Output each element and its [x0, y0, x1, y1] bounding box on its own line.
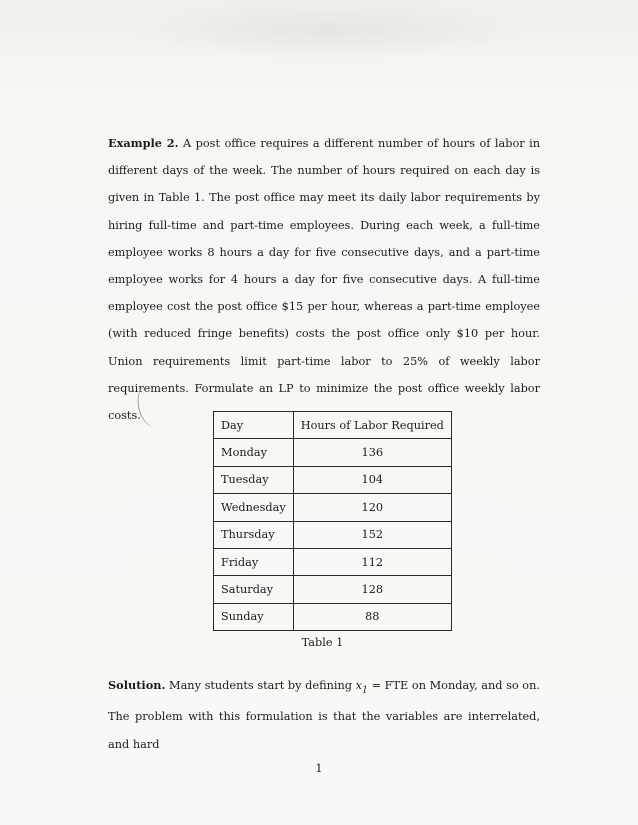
table-cell-hours: 128: [293, 576, 451, 603]
solution-text-before: Many students start by defining: [169, 679, 352, 692]
table-row: [214, 494, 452, 521]
table-caption: Table 1: [301, 636, 344, 649]
table-cell-day: Tuesday: [214, 466, 294, 493]
table-header-hours: Hours of Labor Required: [293, 412, 451, 439]
table-cell-hours: 136: [293, 439, 451, 466]
table-header-row: [214, 412, 452, 439]
table-cell-day: Thursday: [214, 521, 294, 548]
table-cell-hours: 120: [293, 494, 451, 521]
table-cell-day: Wednesday: [214, 494, 294, 521]
example-paragraph: [108, 130, 540, 429]
table-cell-day: Sunday: [214, 603, 294, 630]
table-cell-day: Friday: [214, 548, 294, 575]
table-cell-day: Monday: [214, 439, 294, 466]
math-variable-letter: x: [355, 679, 362, 692]
solution-paragraph: [108, 672, 540, 758]
scan-smudge: [120, 0, 540, 60]
table-row: [214, 603, 452, 630]
table-header-day: Day: [214, 412, 294, 439]
table-row: [214, 466, 452, 493]
table-row: [214, 521, 452, 548]
math-variable: [355, 679, 368, 696]
example-lead: Example 2.: [108, 136, 179, 150]
table-row: [214, 439, 452, 466]
table-cell-hours: 152: [293, 521, 451, 548]
table-row: [214, 576, 452, 603]
table-cell-hours: 104: [293, 466, 451, 493]
table-cell-day: Saturday: [214, 576, 294, 603]
table-cell-hours: 88: [293, 603, 451, 630]
labor-requirements-table: [213, 411, 452, 631]
example-text: A post office requires a different number of hours of labor in different days of the week. The number of hours required on each day is given in Table 1. The post office may meet its daily labor requirements by hiring full-time and part-time employees. During each week, a full-time employee works 8 hours a day for five consecutive days, and a part-time employee works for 4 hours a day for five consecutive days. A full-time employee cost the post office $15 per hour, whereas a part-time employee (with reduced fringe benefits) costs the post office only $10 per hour. Union requirements limit part-time labor to 25% of weekly labor requirements. Formulate an LP to minimize the post office weekly labor costs.: [108, 137, 541, 423]
table-row: [214, 548, 452, 575]
page-number: 1: [315, 762, 323, 775]
solution-text-after: = FTE on Monday, and so on. The problem with this formulation is that the variables are interrelated, and hard: [108, 679, 540, 751]
table-cell-hours: 112: [293, 548, 451, 575]
solution-lead: Solution.: [108, 678, 166, 692]
math-variable-subscript: 1: [361, 684, 368, 696]
